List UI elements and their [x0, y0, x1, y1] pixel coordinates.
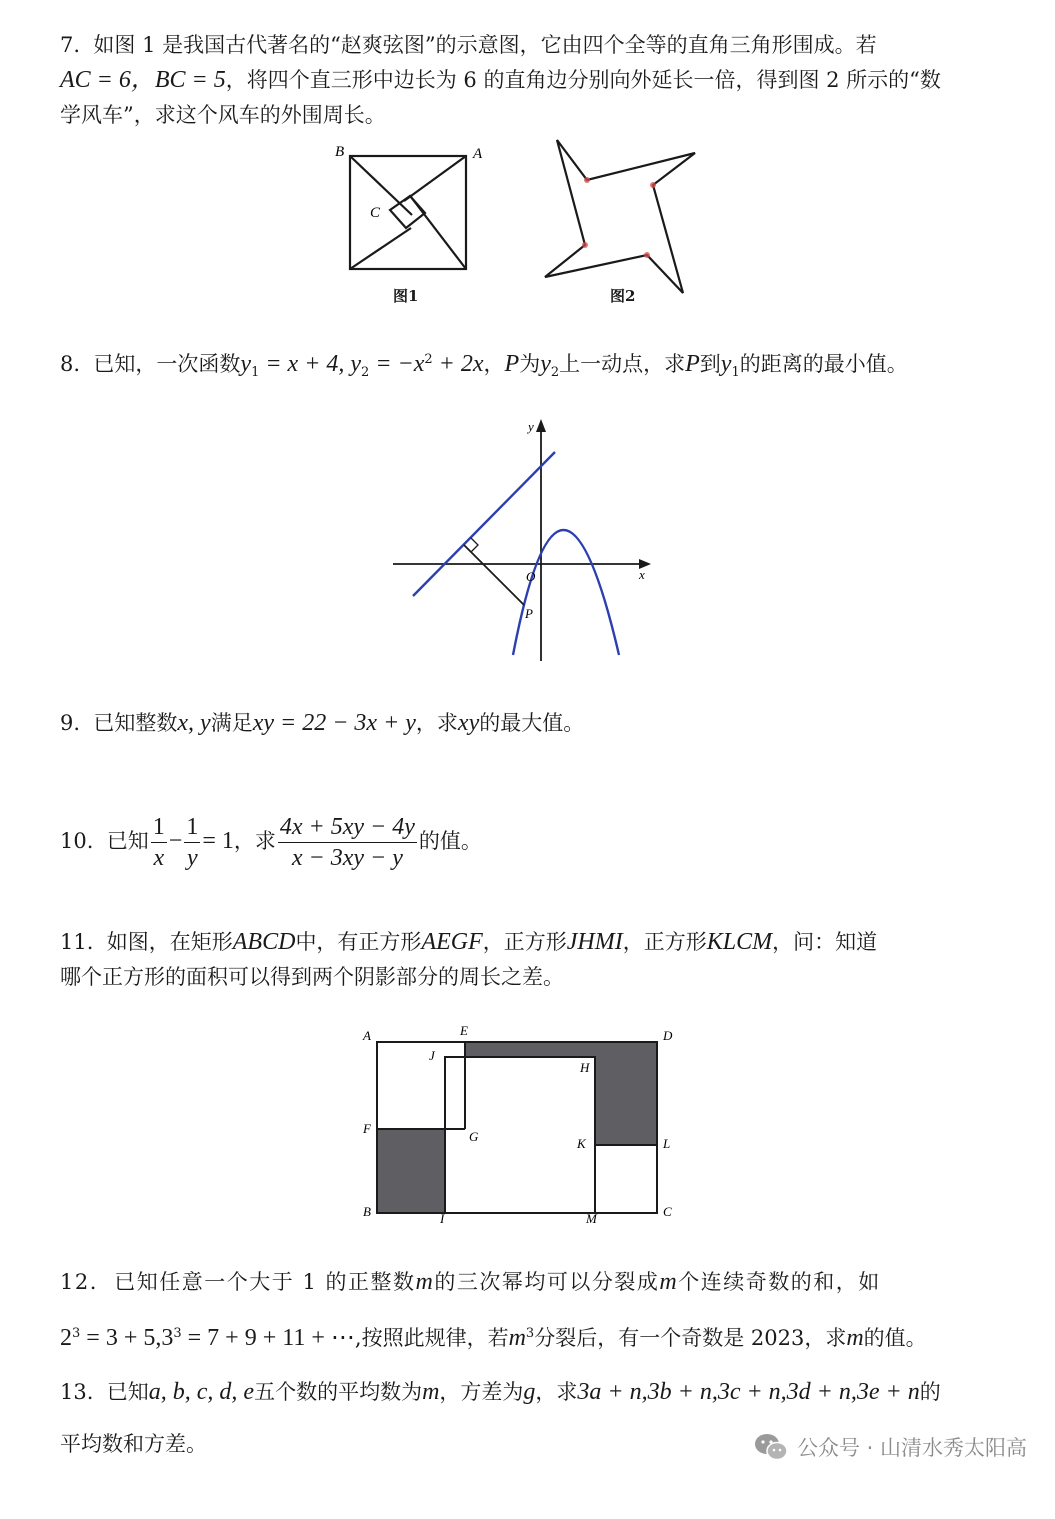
fig11-label-L: L [663, 1136, 671, 1151]
fig1-label-C: C [370, 205, 381, 221]
shaded-region-left [377, 1129, 445, 1213]
q7-line-3: 学风车”，求这个风车的外围周长。 [60, 103, 386, 127]
right-angle-mark [471, 538, 478, 552]
q8-graph [385, 415, 660, 665]
question-10: 10. 已知 $\frac{1}{x}$ − $\frac{1}{y}$ = 1，求 $\frac{4x + 5xy - 4y}{x - 3xy - y}$ 的值。 [60, 814, 482, 871]
q7-figure-1 [330, 140, 490, 280]
q12-line-1: 12. 已知任意一个大于 1 的正整数m的三次幂均可以分裂成m个连续奇数的和，如 [60, 1269, 881, 1295]
q13-line-2: 平均数和方差。 [60, 1432, 207, 1456]
fig1-label-A: A [473, 146, 483, 162]
fig11-label-C: C [663, 1204, 672, 1219]
q13-line-1: 13. 已知a, b, c, d, e五个数的平均数为m，方差为g，求3a + n,3b + n,3c + n,3d + n,3e + n的 [60, 1379, 941, 1405]
question-7 [60, 28, 990, 133]
fig11-label-D: D [663, 1028, 673, 1043]
fig1-caption: 图1 [393, 287, 419, 305]
question-8: 8. 已知，一次函数$y_1 = x + 4$, $y_2 = -x^2 + 2x$，P为$y_2$上一动点，求P到$y_1$的距离的最小值。 [60, 351, 908, 381]
fig1-label-B: B [335, 144, 345, 160]
q11-figure [355, 1020, 685, 1230]
fig11-label-B: B [363, 1204, 371, 1219]
fig11-label-A: A [363, 1028, 371, 1043]
perpendicular-segment [464, 545, 524, 605]
q7-figure-2 [535, 135, 705, 295]
fig11-label-I: I [440, 1211, 445, 1226]
q7-line-2: AC = 6，BC = 5，将四个直三形中边长为 6 的直角边分别向外延长一倍，得到图 2 所示的“数 [60, 67, 941, 93]
fig11-label-H: H [580, 1060, 590, 1075]
graph-label-x: x [639, 567, 645, 582]
q7-line-1: 7. 如图 1 是我国古代著名的“赵爽弦图”的示意图，它由四个全等的直角三角形围成。若 [60, 33, 877, 57]
graph-label-O: O [526, 569, 536, 584]
watermark-text: 公众号 · 山清水秀太阳高 [796, 1436, 1027, 1460]
q11-line-2: 哪个正方形的面积可以得到两个阴影部分的周长之差。 [60, 965, 564, 989]
question-11 [60, 925, 990, 995]
graph-label-y: y [528, 419, 534, 434]
q12-line-2: $2^3 = 3 + 5,3^3 = 7 + 9 + 11$ + ⋯,按照此规律，若$m^3$分裂后，有一个奇数是 2023，求m的值。 [60, 1325, 927, 1351]
fig11-label-E: E [460, 1023, 468, 1038]
fig11-label-G: G [469, 1129, 479, 1144]
fig11-label-F: F [363, 1121, 371, 1136]
question-12 [60, 1256, 990, 1364]
fig11-label-M: M [586, 1211, 597, 1226]
q11-line-1: 11. 如图，在矩形ABCD中，有正方形AEGF，正方形JHMI，正方形KLCM，问：知道 [60, 929, 878, 955]
graph-label-P: P [525, 606, 533, 621]
fig2-caption: 图2 [610, 287, 636, 305]
question-9: 9. 已知整数x, y满足xy = 22 − 3x + y，求xy的最大值。 [60, 710, 585, 736]
fig11-label-K: K [577, 1136, 586, 1151]
watermark [753, 1432, 1027, 1462]
parabola-y2 [513, 530, 619, 655]
fig11-label-J: J [429, 1048, 435, 1063]
wechat-icon [753, 1432, 789, 1462]
